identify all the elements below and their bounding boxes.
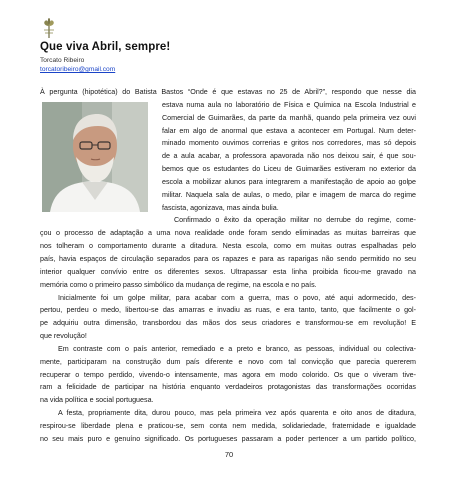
article-body [40,86,416,446]
paragraph [40,292,416,343]
paragraph [40,214,416,291]
text-line: çou o processo de adaptação a uma nova realidade onde foram sendo eliminadas as muitas barreiras que [40,229,416,238]
text-line: falar em algo de anormal que estava a acontecer em Portugal. Num deter- [162,126,416,135]
page-number: 70 [224,450,234,459]
article-title: Que viva Abril, sempre! [40,41,171,53]
text-line: escola a mobilizar alunos para integrarem a manifestação de apoio ao golpe [162,177,416,186]
text-line: recuperar o tempo perdido, vivendo-o intensamente, mas agora em modo colorido. Os que o viveram tive- [40,370,416,379]
clover-logo-icon [40,17,58,39]
text-line: memória como o primeiro passo simbólico da mudança de regime, na escola e no país. [40,280,317,289]
text-line: de a aula acabar, a professora apavorada não nos deixou sair, é que sou- [162,152,416,161]
text-line: militar. Naquela sala de aulas, o medo, pilar e imagem de marca do regime [162,190,416,199]
author-name: Torcato Ribeiro [40,57,85,64]
text-line: que revolução! [40,332,87,341]
text-line: nos tolheram o comportamento durante a ditadura. Nesta escola, como em muitas outras espalhadas pelo [40,242,416,251]
text-line: minado momento ouvimos correrias e gritos nos corredores, mas só depois [162,139,416,148]
text-line: ram a felicidade de participar na história enquanto verdadeiros protagonistas das transformações ocorridas [40,383,416,392]
text-line: Em contraste com o país anterior, remediado e a preto e branco, as pessoas, individual ou colectiva- [58,344,416,353]
text-line: fascista, agonizava, mas ainda bulia. [162,203,279,212]
text-line: bemos que os estudantes do Liceu de Guimarães estiveram no exterior da [162,165,416,174]
text-line: pertou, perdeu o medo, libertou-se das amarras e invadiu as ruas, e era tanto, tanto, que facilmente o gol- [40,306,416,315]
text-line: respirou-se liberdade plena e praticou-se, sem conta nem medida, solidariedade, fraternidade e igualdade [40,421,416,430]
paragraph [40,407,416,446]
text-line: no seu mais puro e genuíno significado. Os portugueses passaram a poder pertencer a um partido político, [40,434,416,443]
text-line: À pergunta (hipotética) do Batista Bastos “Onde é que estavas no 25 de Abril?”, respondo que nesse dia [40,88,416,96]
text-line: mente, participaram na construção dum país diferente e novo com tal convicção que parecia quererem [40,357,416,366]
text-line: Inicialmente foi um golpe militar, para acabar com a guerra, mas o povo, até aqui adormecido, des- [58,293,416,302]
text-line: país, havia espaços de circulação separados para os rapazes e para as raparigas não sendo permitido no seu [40,254,416,263]
text-line: na vida política e social portuguesa. [40,396,154,405]
author-email-link[interactable]: torcatoribeiro@gmail.com [40,66,116,73]
text-line: pe adquiriu outra dimensão, transbordou das mãos dos seus criadores e transformou-se em revolução! E [40,319,416,328]
text-line: estava numa aula no laboratório de Física e Química na Escola Industrial e [162,100,416,109]
paragraph [40,86,416,214]
text-line: interior qualquer convívio entre os diferentes sexos. Ultrapassar esta linha proibida ficou-me gravado na [40,267,416,276]
text-line: Comercial de Guimarães, da parte da manhã, quando pela primeira vez ouvi [162,113,416,122]
paragraph [40,343,416,407]
text-line: A festa, propriamente dita, durou pouco, mas pela primeira vez após quarenta e oito anos de ditadura, [58,409,416,418]
text-line: Confirmado o êxito da operação militar no derrube do regime, come- [174,216,416,225]
